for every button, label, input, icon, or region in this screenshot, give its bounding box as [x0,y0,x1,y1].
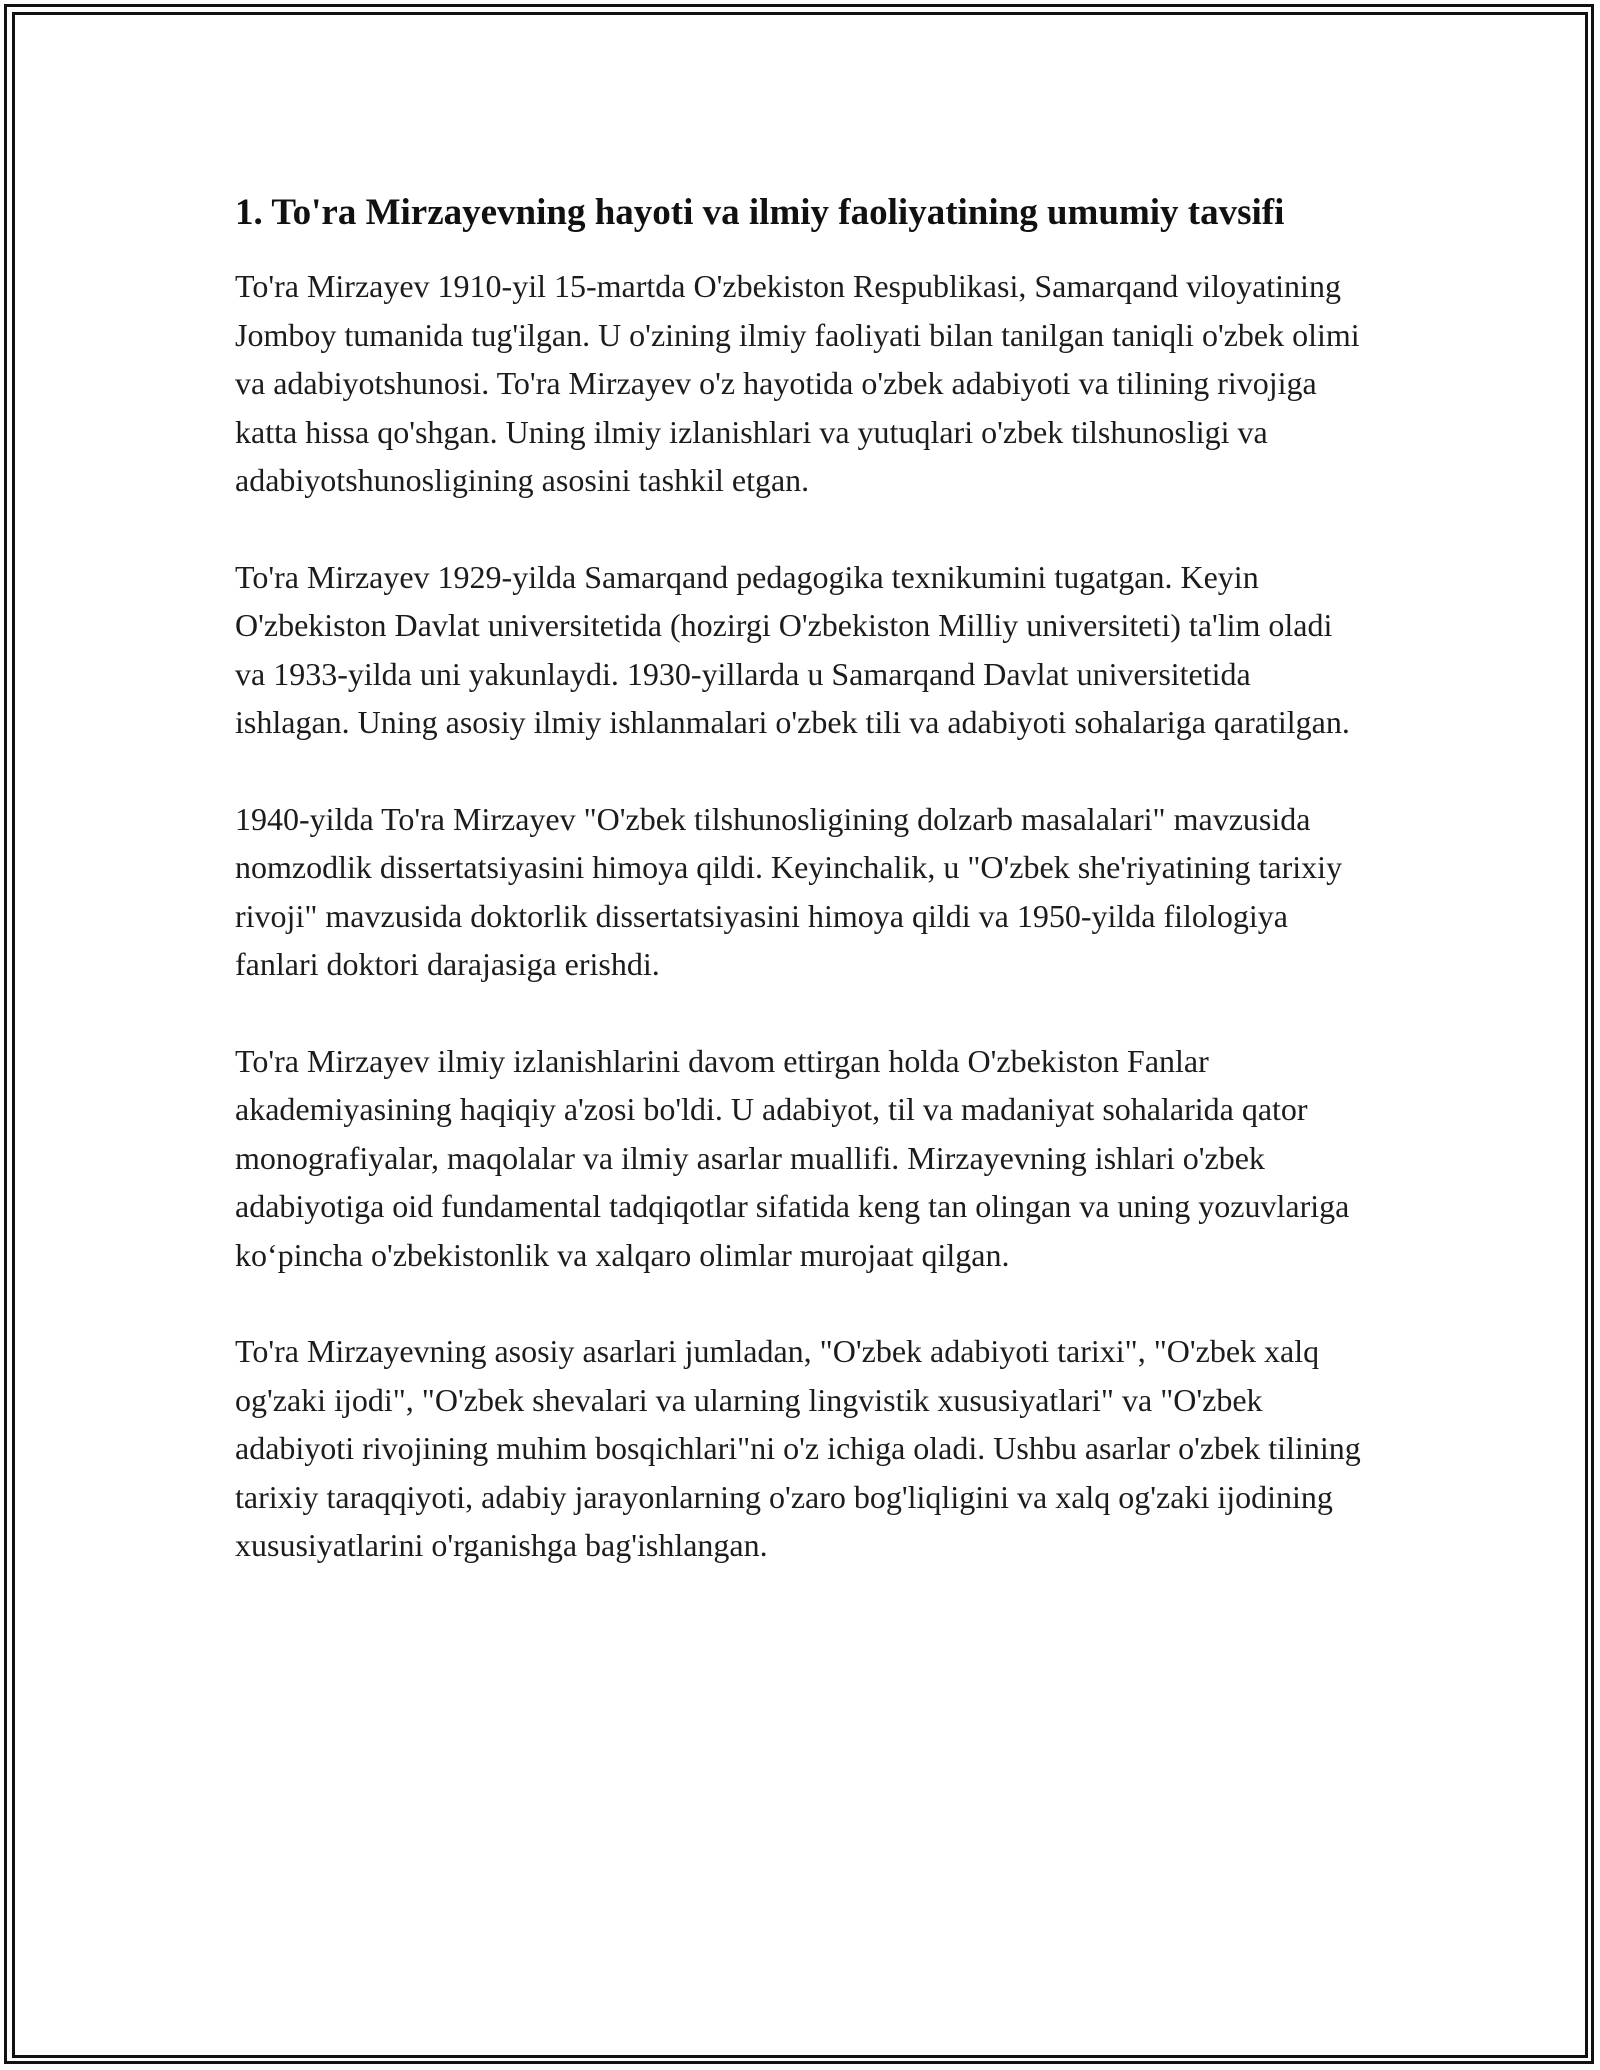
paragraph-education: To'ra Mirzayev 1929-yilda Samarqand pedagogika texnikumini tugatgan. Keyin O'zbekiston Davlat universitetida (hozirgi O'zbekiston Milliy universiteti) ta'lim oladi va 1933-yilda uni yakunlaydi. 1930-yillarda u Samarqand Davlat universitetida ishlagan. Uning asosiy ilmiy ishlanmalari o'zbek tili va adabiyoti sohalariga qaratilgan. [235,558,1350,740]
paragraph-biography: To'ra Mirzayev 1910-yil 15-martda O'zbekiston Respublikasi, Samarqand viloyatining Jomboy tumanida tug'ilgan. U o'zining ilmiy faoliyati bilan tanilgan taniqli o'zbek olimi va adabiyotshunosi. To'ra Mirzayev o'z hayotida o'zbek adabiyoti va tilining rivojiga katta hissa qo'shgan. Uning ilmiy izlanishlari va yutuqlari o'zbek tilshunosligi va adabiyotshunosligining asosini tashkil etgan. [235,268,1360,498]
paragraph-dissertations: 1940-yilda To'ra Mirzayev "O'zbek tilshunosligining dolzarb masalalari" mavzusida nomzodlik dissertatsiyasini himoya qildi. Keyinchalik, u "O'zbek she'riyatining tarixiy rivoji" mavzusida doktorlik dissertatsiyasini himoya qildi va 1950-yilda filologiya fanlari doktori darajasiga erishdi. [235,800,1343,982]
paragraph-academy: To'ra Mirzayev ilmiy izlanishlarini davom ettirgan holda O'zbekiston Fanlar akademiyasining haqiqiy a'zosi bo'ldi. U adabiyot, til va madaniyat sohalarida qator monografiyalar, maqolalar va ilmiy asarlar muallifi. Mirzayevning ishlari o'zbek adabiyotiga oid fundamental tadqiqotlar sifatida keng tan olingan va uning yozuvlariga ko‘pincha o'zbekistonlik va xalqaro olimlar murojaat qilgan. [235,1042,1350,1273]
document-page [235,185,1365,1618]
paragraph-main-works: To'ra Mirzayevning asosiy asarlari jumladan, "O'zbek adabiyoti tarixi", "O'zbek xalq og'zaki ijodi", "O'zbek shevalari va ularning lingvistik xususiyatlari" va "O'zbek adabiyoti rivojining muhim bosqichlari"ni o'z ichiga oladi. Ushbu asarlar o'zbek tilining tarixiy taraqqiyoti, adabiy jarayonlarning o'zaro bog'liqligini va xalq og'zaki ijodining xususiyatlarini o'rganishga bag'ishlangan. [235,1333,1361,1563]
section-heading: 1. To'ra Mirzayevning hayoti va ilmiy faoliyatining umumiy tavsifi [235,192,1285,233]
